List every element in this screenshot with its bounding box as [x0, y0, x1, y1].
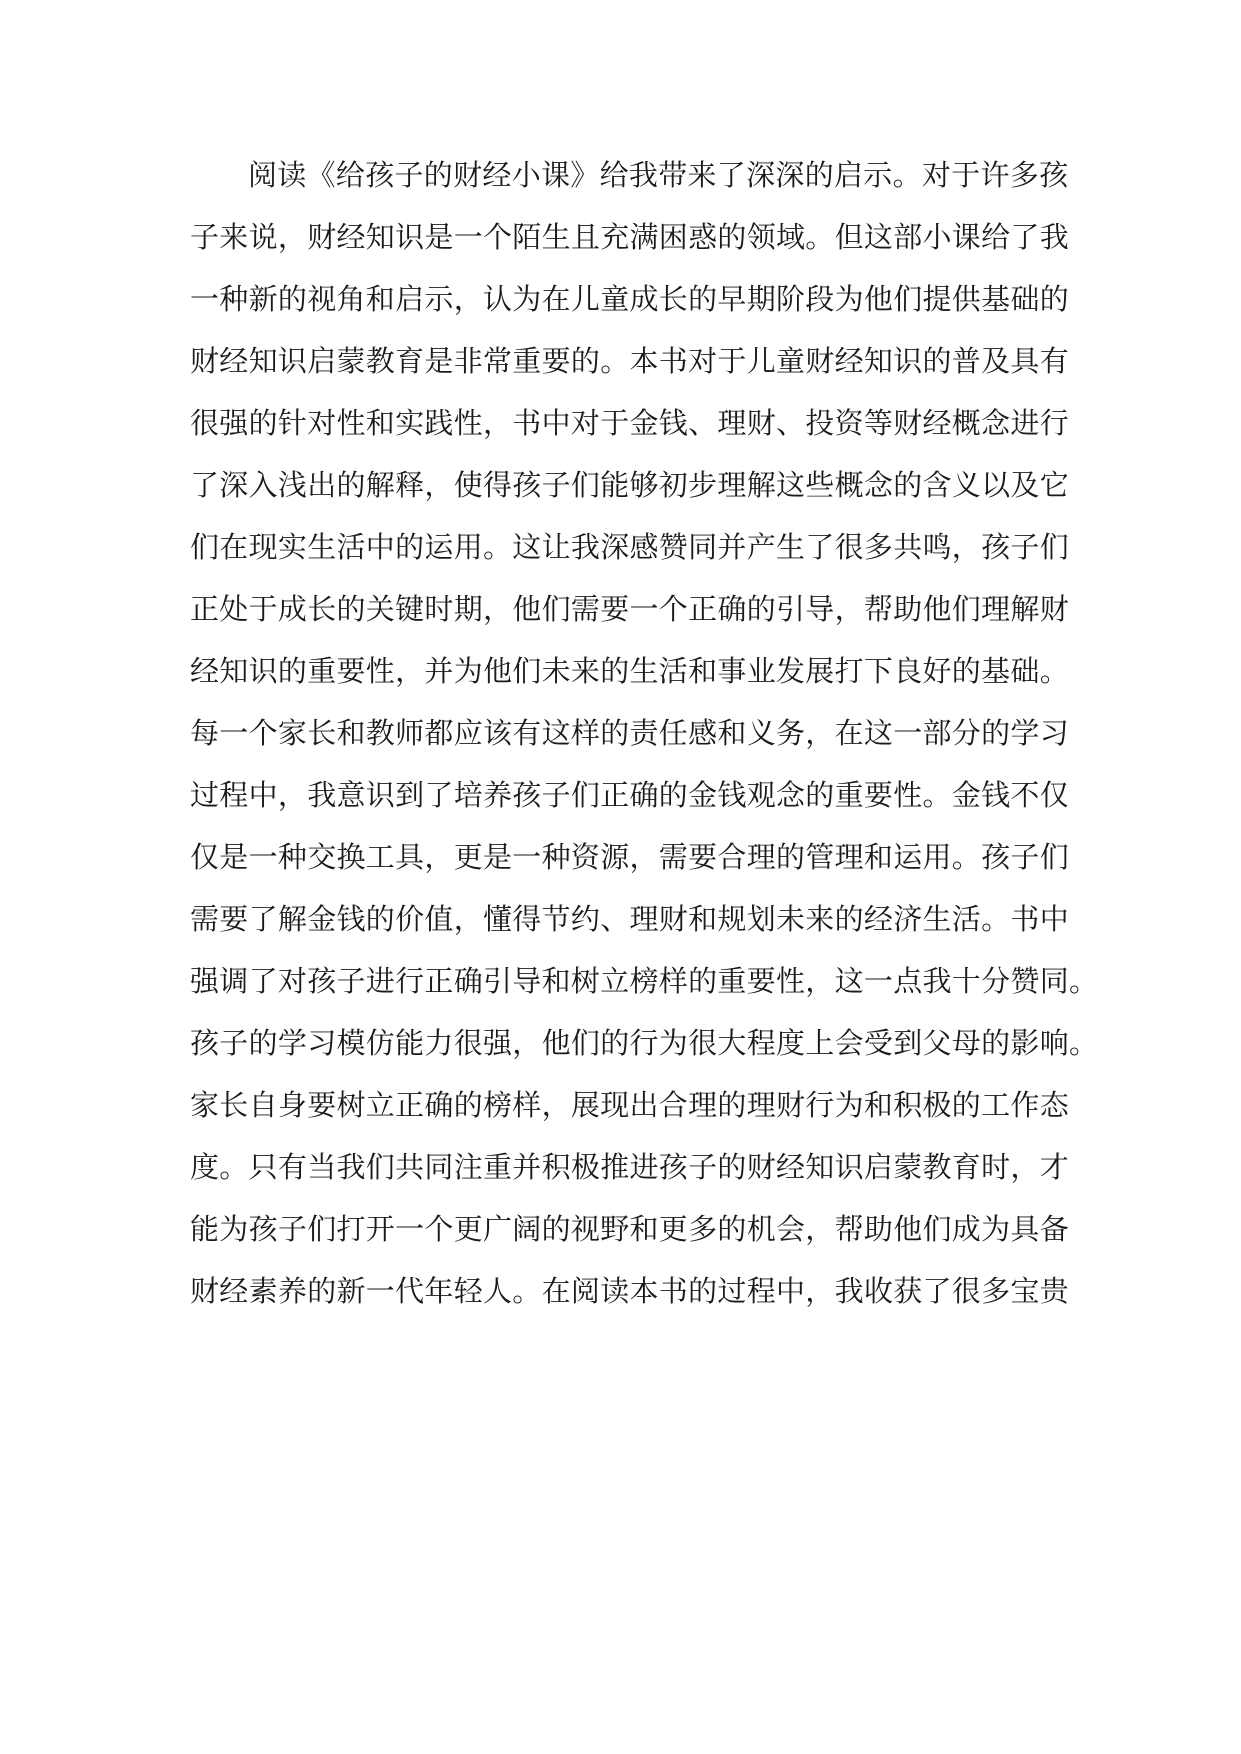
text-line: 子来说，财经知识是一个陌生且充满困惑的领域。但这部小课给了我 — [190, 220, 1070, 254]
text-line: 阅读《给孩子的财经小课》给我带来了深深的启示。对于许多孩 — [248, 158, 1069, 192]
text-line: 能为孩子们打开一个更广阔的视野和更多的机会，帮助他们成为具备 — [190, 1212, 1070, 1246]
body-paragraph — [190, 144, 1099, 1322]
text-line: 强调了对孩子进行正确引导和树立榜样的重要性，这一点我十分赞同。 — [190, 964, 1099, 998]
text-line: 一种新的视角和启示，认为在儿童成长的早期阶段为他们提供基础的 — [190, 282, 1070, 316]
text-line: 家长自身要树立正确的榜样，展现出合理的理财行为和积极的工作态 — [190, 1088, 1070, 1122]
text-line: 们在现实生活中的运用。这让我深感赞同并产生了很多共鸣，孩子们 — [190, 530, 1070, 564]
text-line: 很强的针对性和实践性，书中对于金钱、理财、投资等财经概念进行 — [190, 406, 1070, 440]
text-line: 财经知识启蒙教育是非常重要的。本书对于儿童财经知识的普及具有 — [190, 344, 1070, 378]
text-line: 财经素养的新一代年轻人。在阅读本书的过程中，我收获了很多宝贵 — [190, 1274, 1070, 1308]
text-line: 正处于成长的关键时期，他们需要一个正确的引导，帮助他们理解财 — [190, 592, 1070, 626]
text-line: 每一个家长和教师都应该有这样的责任感和义务，在这一部分的学习 — [190, 716, 1070, 750]
text-line: 了深入浅出的解释，使得孩子们能够初步理解这些概念的含义以及它 — [190, 468, 1070, 502]
text-line: 过程中，我意识到了培养孩子们正确的金钱观念的重要性。金钱不仅 — [190, 778, 1070, 812]
text-line: 仅是一种交换工具，更是一种资源，需要合理的管理和运用。孩子们 — [190, 840, 1070, 874]
text-line: 需要了解金钱的价值，懂得节约、理财和规划未来的经济生活。书中 — [190, 902, 1070, 936]
text-line: 经知识的重要性，并为他们未来的生活和事业发展打下良好的基础。 — [190, 654, 1070, 688]
text-line: 度。只有当我们共同注重并积极推进孩子的财经知识启蒙教育时，才 — [190, 1150, 1070, 1184]
text-line: 孩子的学习模仿能力很强，他们的行为很大程度上会受到父母的影响。 — [190, 1026, 1099, 1060]
